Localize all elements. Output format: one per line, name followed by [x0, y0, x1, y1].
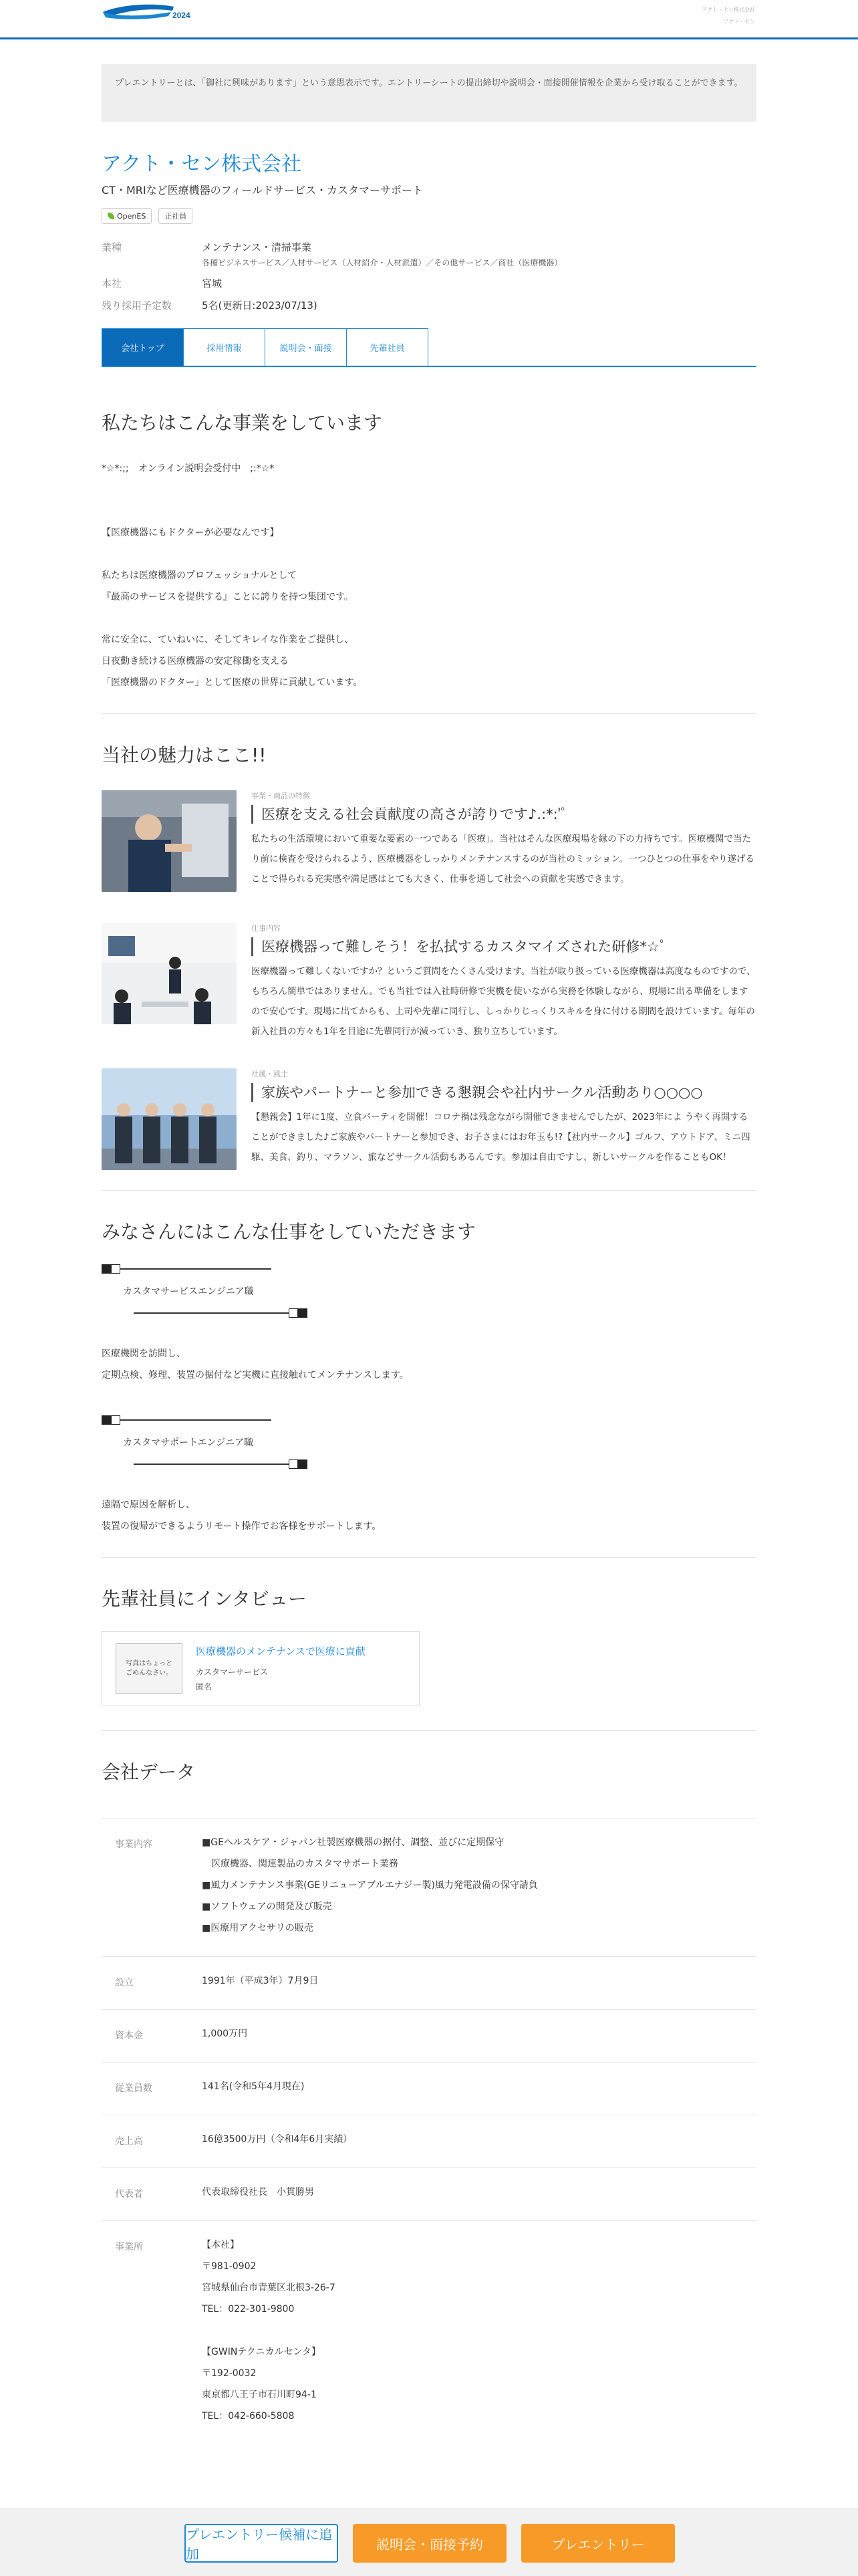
square-filled-icon — [298, 1308, 307, 1318]
tab-company-top[interactable]: 会社トップ — [102, 328, 184, 366]
info-value: 宮城 — [202, 277, 223, 289]
avatar-placeholder — [116, 1643, 182, 1694]
job-title: カスタマサポートエンジニア職 — [123, 1437, 254, 1448]
data-row-capital — [102, 2010, 756, 2063]
interview-name: 匿名 — [196, 1681, 212, 1691]
data-value: ■医療用アクセサリの販売 — [202, 1923, 313, 1934]
data-row-representative — [102, 2168, 756, 2221]
data-label: 従業員数 — [115, 2083, 152, 2094]
business-line: 私たちは医療機器のプロフェッショナルとして — [102, 570, 297, 581]
interview-role: カスタマーサービス — [196, 1667, 269, 1677]
data-label: 売上高 — [115, 2136, 143, 2147]
data-value: 141名(令和5年4月現在) — [202, 2081, 305, 2092]
data-value: 〒981-0902 — [202, 2261, 257, 2272]
data-value: 【本社】 — [202, 2240, 239, 2250]
data-value: TEL：042-660-5808 — [202, 2411, 295, 2422]
divider — [102, 713, 756, 714]
data-value: 代表取締役社長 小貫勝男 — [202, 2187, 314, 2198]
badge-label: 正社員 — [164, 212, 187, 221]
job-title-rule — [120, 1419, 271, 1421]
appeal-category: 社風・風土 — [251, 1070, 288, 1078]
interview-heading: 先輩社員にインタビュー — [102, 1588, 307, 1610]
header-divider — [0, 37, 858, 39]
business-line: 日夜動き続ける医療機器の安定稼働を支える — [102, 656, 289, 667]
main-content — [102, 64, 756, 2444]
avatar-caption-line1: 写真はちょっと — [126, 1660, 172, 1667]
site-header — [0, 0, 858, 37]
business-line: 常に安全に、ていねいに、そしてキレイな作業をご提供し、 — [102, 634, 354, 645]
info-value: メンテナンス・清掃事業 — [202, 241, 311, 253]
divider — [102, 1557, 756, 1558]
data-row-business — [102, 1818, 756, 1957]
tab-senior-staff[interactable]: 先輩社員 — [346, 328, 428, 366]
data-value: 1991年（平成3年）7月9日 — [202, 1976, 319, 1986]
square-outline-icon — [289, 1459, 298, 1469]
appeal-category: 仕事内容 — [251, 924, 281, 933]
data-label: 資本金 — [115, 2030, 143, 2041]
appeal-text: 【懇親会】1年に1度、立食パーティを開催！コロナ禍は残念ながら開催できませんでしたが、2023年によ うやく再開することができました♪ご家族やパートナーと参加でき、お子さまにはお年玉も!?【社内サークル】ゴルフ、アウトドア、ミニ四駆、美食、釣り、マラソン、旅などサークル活動もあるんです。参加は自由ですし、新しいサークルを作ることもOK！ — [251, 1112, 750, 1163]
add-candidate-button[interactable]: プレエントリー候補に追加 — [184, 2524, 338, 2563]
data-value: ■GEヘルスケア・ジャパン社製医療機器の据付、調整、並びに定期保守 — [202, 1837, 505, 1848]
data-value: TEL：022-301-9800 — [202, 2304, 295, 2315]
badge-list — [102, 208, 756, 224]
data-row-sales — [102, 2115, 756, 2168]
tab-recruitment[interactable]: 採用情報 — [183, 328, 265, 366]
info-label: 残り採用予定数 — [102, 300, 172, 312]
appeal-title: 家族やパートナーと参加できる懇親会や社内サークル活動あり○○○○ — [251, 1083, 756, 1102]
info-subvalue: 各種ビジネスサービス／人材サービス（人材紹介・人材派遣）／その他サービス／商社（医療機器） — [202, 258, 563, 267]
sticky-action-bar — [0, 2508, 858, 2576]
avatar-caption-line2: ごめんなさい。 — [126, 1669, 172, 1677]
data-value: 16億3500万円（令和4年6月実績） — [202, 2134, 353, 2145]
business-heading: 私たちはこんな事業をしています — [102, 412, 383, 434]
employment-type-badge — [158, 208, 192, 224]
square-outline-icon — [111, 1264, 120, 1274]
pre-entry-notice: プレエントリーとは、「御社に興味があります」という意思表示です。エントリーシートの提出締切や説明会・面接開催情報を企業から受け取ることができます。 — [102, 64, 756, 122]
info-row-remaining — [102, 298, 756, 312]
logo-text: 2024 — [172, 11, 190, 20]
appeal-category: 事業・商品の特徴 — [251, 792, 310, 800]
info-label: 業種 — [102, 241, 122, 253]
data-value: 1,000万円 — [202, 2028, 248, 2039]
business-line: 『最高のサービスを提供する』ことに誇りを持つ集団です。 — [102, 592, 353, 602]
info-label: 本社 — [102, 277, 122, 289]
pre-entry-button[interactable]: プレエントリー — [521, 2524, 675, 2563]
job-desc-line: 装置の復帰ができるようリモート操作でお客様をサポートします。 — [102, 1521, 382, 1532]
data-value: ■ソフトウェアの開発及び販売 — [202, 1901, 332, 1912]
data-value: 〒192-0032 — [202, 2368, 257, 2379]
header-company-line2[interactable]: アクト・セン — [723, 19, 755, 25]
data-value: 東京都八王子市石川町94-1 — [202, 2389, 317, 2400]
tab-seminar[interactable]: 説明会・面接 — [265, 328, 347, 366]
data-value: ■風力メンテナンス事業(GEリニューアブルエナジー製)風力発電設備の保守請負 — [202, 1880, 538, 1891]
square-outline-icon — [111, 1415, 120, 1425]
business-text — [102, 458, 756, 693]
company-subtitle: CT・MRIなど医療機器のフィールドサービス・カスタマーサポート — [102, 184, 423, 197]
appeal-photo-engineer — [102, 790, 237, 892]
square-outline-icon — [289, 1308, 298, 1318]
badge-label: OpenES — [117, 211, 146, 221]
job-title: カスタマサービスエンジニア職 — [123, 1286, 254, 1297]
divider — [102, 1190, 756, 1191]
appeal-text: 医療機器って難しくないですか？というご質問をたくさん受けます。当社が取り扱っている医療機器は高度なものですので、もちろん簡単ではありません。でも当社では入社時研修で実機を使いながら実務を体験しながら、現場に出る準備をしますので安心です。現場に出てからも、上司や先輩に同行し、しっかりじっくりスキルを身に付ける期間を設けています。毎年の新入社員の方々も1年を目途に先輩同行が減っていき、独り立ちしています。 — [251, 966, 756, 1037]
data-row-employees — [102, 2063, 756, 2115]
appeal-item — [102, 923, 756, 1042]
data-label: 事業内容 — [115, 1839, 152, 1850]
data-label: 事業所 — [115, 2242, 143, 2252]
appeal-title: 医療を支える社会貢献度の高さが誇りです♪.:*:'ﾟ — [251, 805, 756, 824]
interview-link[interactable]: 医療機器のメンテナンスで医療に貢献 — [196, 1645, 366, 1657]
job-title-rule — [120, 1268, 271, 1270]
leaf-icon — [108, 213, 114, 219]
interview-card[interactable] — [102, 1631, 420, 1706]
jobs-heading: みなさんにはこんな仕事をしていただきます — [102, 1221, 476, 1243]
company-data-table — [102, 1818, 756, 2444]
job-desc-line: 遠隔で原因を解析し、 — [102, 1500, 195, 1510]
info-row-industry — [102, 240, 756, 268]
appeal-photo-staff-group — [102, 1068, 237, 1170]
data-value: 宮城県仙台市青葉区北根3-26-7 — [202, 2282, 335, 2293]
business-line: 【医療機器にもドクターが必要なんです】 — [102, 528, 279, 538]
job-title-rule — [134, 1312, 289, 1314]
data-label: 設立 — [115, 1978, 134, 1988]
data-value: 医療機器、関連製品のカスタマサポート業務 — [202, 1859, 398, 1869]
appeal-item — [102, 790, 756, 892]
data-value: 【GWINテクニカルセンタ】 — [202, 2347, 321, 2357]
business-line: 「医療機器のドクター」として医療の世界に貢献しています。 — [102, 677, 363, 688]
info-row-hq — [102, 276, 756, 290]
company-name: アクト・セン株式会社 — [102, 152, 302, 176]
appeal-title: 医療機器って難しそう！を払拭するカスタマイズされた研修*☆ﾟ — [251, 937, 756, 956]
data-row-founded — [102, 1957, 756, 2010]
appeal-item — [102, 1068, 756, 1170]
appeal-photo-training — [102, 923, 237, 1024]
company-tabs — [102, 328, 756, 367]
job-item — [102, 1415, 756, 1537]
square-filled-icon — [102, 1264, 111, 1274]
header-company-line1[interactable]: アクト・セン株式会社 — [702, 7, 755, 13]
job-desc-line: 定期点検、修理、装置の据付など実機に直接触れてメンテナンスします。 — [102, 1370, 409, 1381]
job-desc-line: 医療機関を訪問し、 — [102, 1349, 186, 1359]
header-company-links — [702, 4, 755, 28]
info-value: 5名(更新日:2023/07/13) — [202, 300, 317, 312]
company-info — [102, 240, 756, 312]
openes-badge — [102, 208, 152, 224]
square-filled-icon — [298, 1459, 307, 1469]
job-item — [102, 1264, 756, 1386]
job-title-rule — [134, 1463, 289, 1465]
square-filled-icon — [102, 1415, 111, 1425]
data-label: 代表者 — [115, 2189, 143, 2200]
company-data-heading: 会社データ — [102, 1761, 196, 1783]
business-line: *☆*:;; オンライン説明会受付中 ;:*☆* — [102, 463, 275, 474]
appeal-heading: 当社の魅力はここ!! — [102, 744, 267, 766]
seminar-reserve-button[interactable]: 説明会・面接予約 — [353, 2524, 507, 2563]
data-row-offices — [102, 2221, 756, 2444]
divider — [102, 1730, 756, 1731]
appeal-text: 私たちの生活環境において重要な要素の一つである「医療」。当社はそんな医療現場を縁の下の力持ちです。医療機関で当たり前に検査を受けられるよう、医療機器をしっかりメンテナンスするのが当社のミッション。一つひとつの仕事をやり遂げることで得られる充実感や満足感はとても大きく、仕事を通して社会への貢献を実感できます。 — [251, 834, 755, 885]
